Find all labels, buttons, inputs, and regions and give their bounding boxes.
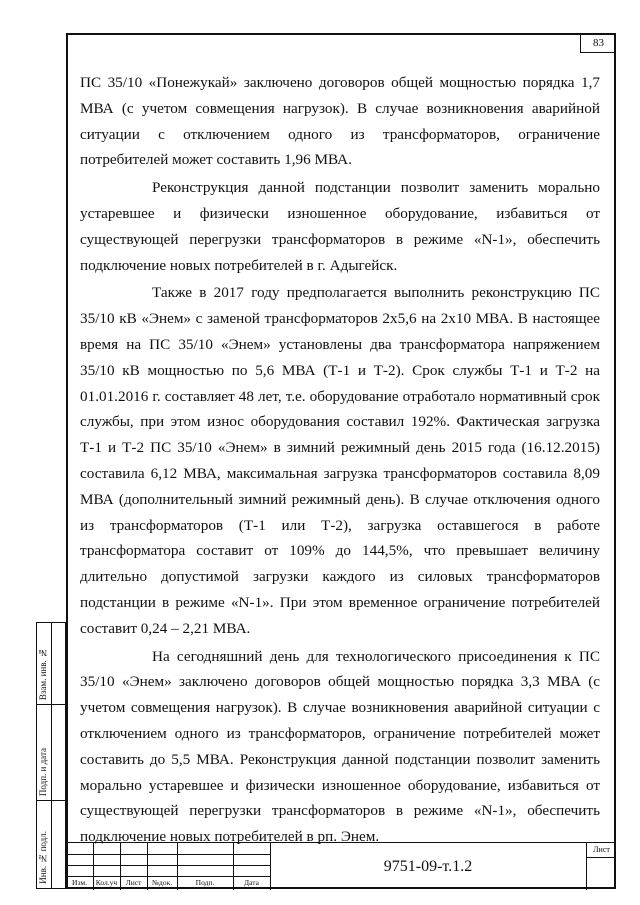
header-qty: Кол.уч (95, 878, 118, 887)
page-number: 83 (580, 33, 616, 53)
side-cell-inv-orig (37, 801, 65, 888)
sheet-box (587, 843, 616, 890)
document-code: 9751-09-т.1.2 (270, 843, 587, 890)
paragraph-2: Реконструкция данной подстанции позволит заменить морально устаревшее и физически изношенное оборудование, избавиться от существующей перегрузки трансформаторов в режиме «N-1», обеспечить подключение новых потребителей в г. Адыгейск. (80, 179, 600, 274)
header-date: Дата (244, 878, 259, 887)
header-signature: Подп. (195, 878, 215, 887)
side-label-sign-date: Подп. и дата (38, 747, 48, 796)
side-label-inv-orig: Инв. № подл. (38, 831, 48, 884)
side-stamp (36, 622, 66, 889)
side-cell-replace-inv (37, 623, 65, 705)
side-cell-sign-date (37, 705, 65, 801)
paragraph-3: Также в 2017 году предполагается выполнить реконструкцию ПС 35/10 кВ «Энем» с заменой трансформаторов 2х5,6 на 2х10 МВА. В настоящее время на ПС 35/10 «Энем» установлены два трансформатора напряжением 35/10 кВ мощностью по 5,6 МВА (Т-1 и Т-2). Срок службы Т-1 и Т-2 на 01.01.2016 г. составляет 48 лет, т.е. оборудование отработало нормативный срок службы, при этом износ оборудования составил 192%. Фактическая загрузка Т-1 и Т-2 ПС 35/10 «Энем» в зимний режимный день 2015 года (16.12.2015) составила 6,12 МВА, максимальная загрузка трансформаторов составила 8,09 МВА (дополнительный зимний режимный день). В случае отключения одного из трансформаторов (Т-1 или Т-2), загрузка оставшегося в работе трансформатора составит от 109% до 144,5%, что превышает величину длительно допустимой загрузки каждого из силовых трансформаторов подстанции в режиме «N-1». При этом временное ограничение потребителей составит 0,24 – 2,21 МВА. (80, 284, 600, 637)
side-label-replace-inv: Взам. инв. № (38, 647, 48, 700)
sheet-label: Лист (587, 843, 616, 858)
paragraph-4: На сегодняшний день для технологического присоединения к ПС 35/10 «Энем» заключено договоров общей мощностью порядка 3,3 МВА (с учетом совмещения нагрузок). В случае возникновения аварийной ситуации с отключением одного из трансформаторов, ограничение потребителей может составить до 5,5 МВА. Реконструкция данной подстанции позволит заменить морально устаревшее и физически изношенное оборудование, избавиться от существующей перегрузки трансформаторов в режиме «N-1», обеспечить подключение новых потребителей в рп. Энем. (80, 647, 600, 846)
header-doc-no: №док. (151, 878, 173, 887)
revision-grid (66, 843, 270, 890)
title-block (66, 842, 616, 889)
header-change: Изм. (72, 878, 87, 887)
paragraph-1: ПС 35/10 «Понежукай» заключено договоров общей мощностью порядка 1,7 МВА (с учетом совмещения нагрузок). В случае возникновения аварийной ситуации с отключением одного из трансформаторов, ограничение потребителей может составить 1,96 МВА. (80, 74, 600, 169)
header-sheet: Лист (125, 878, 142, 887)
document-body (80, 70, 600, 852)
